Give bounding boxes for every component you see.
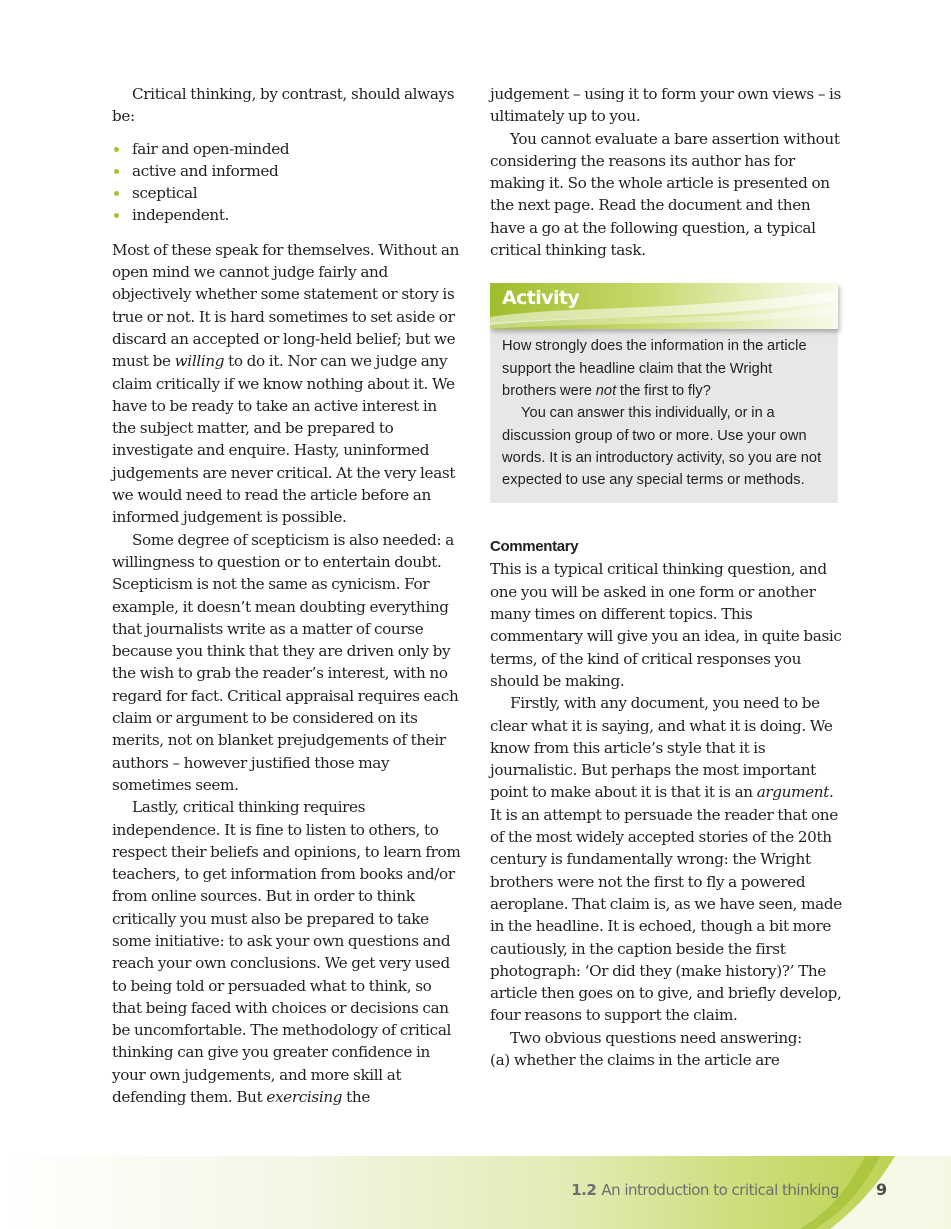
evaluate-paragraph: You cannot evaluate a bare assertion without considering the reasons its author has for making it. So the whole article is presented on the next page. Read the document and then have a go at the following question, a typical critical thinking task. bbox=[490, 129, 840, 260]
section-number: 1.2 bbox=[571, 1181, 597, 1199]
section-title: 1.2 An introduction to critical thinking bbox=[571, 1181, 839, 1199]
continuation-paragraph: judgement – using it to form your own views – is ultimately up to you. bbox=[490, 85, 841, 126]
list-item: fair and open-minded bbox=[112, 138, 464, 160]
commentary-heading: Commentary bbox=[490, 538, 579, 556]
list-item: independent. bbox=[112, 204, 464, 226]
left-column bbox=[112, 83, 464, 1108]
activity-header bbox=[490, 283, 838, 329]
commentary-paragraph: This is a typical critical thinking question, and one you will be asked in one form or another many times on different topics. This commentary will give you an idea, in quite basic terms, of the kind of critical responses you should be making. bbox=[490, 560, 842, 690]
list-item: sceptical bbox=[112, 182, 464, 204]
question-a-paragraph: (a) whether the claims in the article are bbox=[490, 1050, 780, 1069]
argument-paragraph: Firstly, with any document, you need to be clear what it is saying, and what it is doing. We know from this article’s style that it is journalistic. But perhaps the most important point to make about it is that it is an argument. It is an attempt to persuade the reader that one of the most widely accepted stories of the 20th century is fundamentally wrong: the Wright brothers were not the first to fly a powered aeroplane. That claim is, as we have seen, made in the headline. It is echoed, though a bit more cautiously, in the caption beside the first photograph: ‘Or did they (make history)?’ The article then goes on to give, and briefly develop, four reasons to support the claim. bbox=[490, 694, 842, 1025]
qualities-list bbox=[112, 138, 464, 227]
questions-paragraph: Two obvious questions need answering: bbox=[510, 1028, 802, 1047]
activity-body bbox=[490, 329, 838, 503]
activity-question: How strongly does the information in the article support the headline claim that the Wright brothers were not the first to fly? bbox=[502, 338, 807, 399]
scepticism-paragraph: Some degree of scepticism is also needed: a willingness to question or to entertain doubt. Scepticism is not the same as cynicism. For example, it doesn’t mean doubting everything that journalists write as a matter of course because you think that they are driven only by the wish to grab the reader’s interest, with no regard for fact. Critical appraisal requires each claim or argument to be considered on its merits, not on blanket prejudgements of their authors – however justified those may sometimes seem. bbox=[112, 530, 459, 794]
activity-box bbox=[490, 283, 838, 503]
independence-paragraph: Lastly, critical thinking requires independence. It is fine to listen to others, to respect their beliefs and opinions, to learn from teachers, to get information from books and/or from online sources. But in order to think critically you must also be prepared to take some initiative: to ask your own questions and reach your own conclusions. We get very used to being told or persuaded what to think, so that being faced with choices or decisions can be uncomfortable. The methodology of critical thinking can give you greater confidence in your own judgements, and more skill at defending them. But exercising the bbox=[112, 798, 461, 1107]
open-mind-paragraph: Most of these speak for themselves. Without an open mind we cannot judge fairly and objectively whether some statement or story is true or not. It is hard sometimes to set aside or discard an accepted or long-held belief; but we must be willing to do it. Nor can we judge any claim critically if we know nothing about it. We have to be ready to take an active interest in the subject matter, and be prepared to investigate and enquire. Hasty, uninformed judgements are never critical. At the very least we would need to read the article before an informed judgement is possible. bbox=[112, 240, 460, 527]
activity-note: You can answer this individually, or in a discussion group of two or more. Use your own words. It is an introductory activity, so you are not expected to use any special terms or methods. bbox=[502, 405, 822, 489]
page-number: 9 bbox=[876, 1180, 888, 1199]
right-column bbox=[490, 83, 842, 1071]
activity-title: Activity bbox=[502, 287, 580, 310]
intro-paragraph: Critical thinking, by contrast, should always be: bbox=[112, 85, 455, 126]
list-item: active and informed bbox=[112, 160, 464, 182]
